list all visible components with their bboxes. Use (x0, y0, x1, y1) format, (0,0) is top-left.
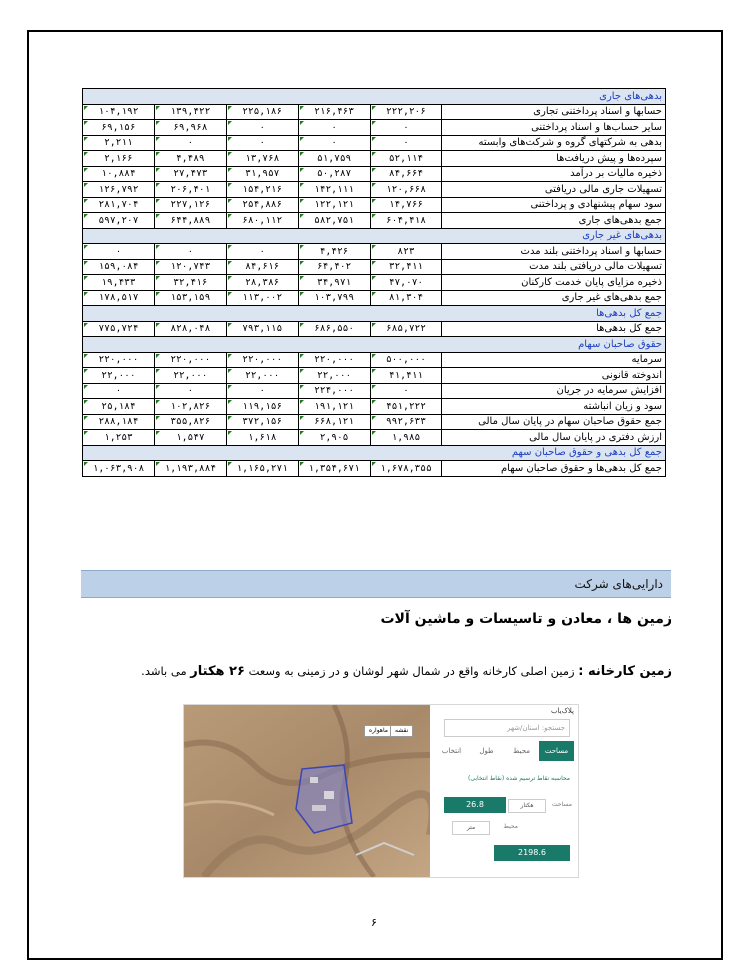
table-row (83, 290, 666, 306)
section-header-row (83, 228, 666, 244)
cell-value: ۱۴,۷۶۶ (370, 197, 442, 213)
cell-value: ۱۲۰,۷۴۳ (154, 259, 226, 275)
cell-value: ۵۰,۲۸۷ (298, 166, 370, 182)
cell-value: ۵۸۲,۷۵۱ (298, 213, 370, 229)
table-row (83, 151, 666, 167)
cell-value: ۱,۶۷۸,۳۵۵ (370, 461, 442, 477)
section-title: جمع کل بدهی و حقوق صاحبان سهم (83, 445, 666, 461)
table-row (83, 352, 666, 368)
cell-value: ۶۸۵,۷۲۲ (370, 321, 442, 337)
area-label: مساحت (552, 801, 572, 808)
table-row (83, 182, 666, 198)
section-header-row (83, 306, 666, 322)
cell-value: ۵۱,۷۵۹ (298, 151, 370, 167)
cell-value: ۴۵۱,۲۲۲ (370, 399, 442, 415)
cell-value: ۱۳۹,۴۲۲ (154, 104, 226, 120)
cell-value: ۶۶۸,۱۲۱ (298, 414, 370, 430)
cell-value: ۰ (154, 135, 226, 151)
cell-value: ۱۰۴,۱۹۲ (83, 104, 155, 120)
cell-value: ۸۱,۳۰۴ (370, 290, 442, 306)
cell-value: ۲,۱۶۶ (83, 151, 155, 167)
map-type-button-satellite[interactable]: ماهواره (364, 725, 393, 737)
cell-value: ۴,۴۸۹ (154, 151, 226, 167)
row-label: جمع بدهی‌های غیر جاری (442, 290, 666, 306)
cell-value: ۴۷,۰۷۰ (370, 275, 442, 291)
cell-value: ۲,۹۰۵ (298, 430, 370, 446)
cell-value: ۸۲۸,۰۴۸ (154, 321, 226, 337)
cell-value: ۱,۶۱۸ (226, 430, 298, 446)
cell-value: ۶۴۴,۸۸۹ (154, 213, 226, 229)
table-row (83, 166, 666, 182)
factory-area: ۲۶ هکتار (190, 664, 245, 679)
row-label: افزایش سرمایه در جریان (442, 383, 666, 399)
cell-value: ۱,۵۴۷ (154, 430, 226, 446)
cell-value: ۱۴۲,۱۱۱ (298, 182, 370, 198)
cell-value: ۳۲,۴۱۱ (370, 259, 442, 275)
row-label: ارزش دفتری در پایان سال مالی (442, 430, 666, 446)
cell-value: ۰ (83, 244, 155, 260)
table-row (83, 197, 666, 213)
cell-value: ۳۷۲,۱۵۶ (226, 414, 298, 430)
cell-value: ۲۲۷,۱۲۶ (154, 197, 226, 213)
tab-select[interactable]: انتخاب (441, 747, 462, 755)
cell-value: ۱۰,۸۸۴ (83, 166, 155, 182)
map-search-input[interactable]: جستجو: استان/شهر (444, 719, 570, 737)
measure-tabs (434, 741, 574, 761)
tab-perimeter[interactable]: محیط (512, 747, 531, 755)
cell-value: ۱۲۲,۱۲۱ (298, 197, 370, 213)
cell-value: ۰ (370, 135, 442, 151)
cell-value: ۰ (370, 383, 442, 399)
factory-tail: می باشد. (141, 664, 191, 678)
table-row (83, 430, 666, 446)
cell-value: ۵۹۷,۲۰۷ (83, 213, 155, 229)
cell-value: ۲۸۱,۷۰۴ (83, 197, 155, 213)
row-label: حسابها و اسناد پرداختنی تجاری (442, 104, 666, 120)
cell-value: ۶۸۰,۱۱۲ (226, 213, 298, 229)
cell-value: ۱۵۴,۲۱۶ (226, 182, 298, 198)
cell-value: ۰ (154, 244, 226, 260)
table-row (83, 275, 666, 291)
map-screenshot (183, 704, 579, 878)
cell-value: ۱۹,۴۳۳ (83, 275, 155, 291)
cell-value: ۱۵۳,۱۵۹ (154, 290, 226, 306)
row-label: سایر حساب‌ها و اسناد پرداختنی (442, 120, 666, 136)
perimeter-unit-select[interactable]: متر (452, 821, 490, 835)
row-label: اندوخته قانونی (442, 368, 666, 384)
cell-value: ۱۳,۷۶۸ (226, 151, 298, 167)
cell-value: ۱۰۳,۷۹۹ (298, 290, 370, 306)
cell-value: ۰ (226, 383, 298, 399)
table-row (83, 259, 666, 275)
cell-value: ۶۰۴,۴۱۸ (370, 213, 442, 229)
cell-value: ۱۷۸,۵۱۷ (83, 290, 155, 306)
cell-value: ۲۲,۰۰۰ (226, 368, 298, 384)
row-label: سود سهام پیشنهادی و پرداختنی (442, 197, 666, 213)
cell-value: ۶۸۶,۵۵۰ (298, 321, 370, 337)
map-type-button-map[interactable]: نقشه (390, 725, 413, 737)
section-header-assets: دارایی‌های شرکت (81, 570, 671, 598)
cell-value: ۳۱,۹۵۷ (226, 166, 298, 182)
cell-value: ۲۲,۰۰۰ (154, 368, 226, 384)
cell-value: ۲۲۰,۰۰۰ (154, 352, 226, 368)
section-title: حقوق صاحبان سهام (83, 337, 666, 353)
table-row (83, 368, 666, 384)
cell-value: ۲۲۰,۰۰۰ (226, 352, 298, 368)
land-heading: زمین ها ، معادن و تاسیسات و ماشین آلات (380, 611, 672, 627)
cell-value: ۷۷۵,۷۲۴ (83, 321, 155, 337)
cell-value: ۴,۴۲۶ (298, 244, 370, 260)
cell-value: ۰ (83, 383, 155, 399)
cell-value: ۲۲۰,۰۰۰ (83, 352, 155, 368)
row-label: بدهی به شرکتهای گروه و شرکت‌های وابسته (442, 135, 666, 151)
table-row (83, 135, 666, 151)
cell-value: ۱,۹۸۵ (370, 430, 442, 446)
table-row (83, 104, 666, 120)
section-header-row (83, 337, 666, 353)
cell-value: ۶۹,۱۵۶ (83, 120, 155, 136)
cell-value: ۰ (226, 135, 298, 151)
balance-sheet-table (82, 88, 666, 477)
cell-value: ۵۲,۱۱۴ (370, 151, 442, 167)
row-label: جمع کل بدهی‌ها و حقوق صاحبان سهام (442, 461, 666, 477)
cell-value: ۱۱۳,۰۰۲ (226, 290, 298, 306)
panel-title: پلاک‌یاب (550, 707, 574, 715)
row-label: سپرده‌ها و پیش دریافت‌ها (442, 151, 666, 167)
cell-value: ۲۲۲,۲۰۶ (370, 104, 442, 120)
cell-value: ۰ (226, 244, 298, 260)
row-label: سرمایه (442, 352, 666, 368)
cell-value: ۶۹,۹۶۸ (154, 120, 226, 136)
cell-value: ۲۲,۰۰۰ (298, 368, 370, 384)
tab-length[interactable]: طول (479, 747, 494, 755)
cell-value: ۹۹۲,۶۳۳ (370, 414, 442, 430)
table-row (83, 399, 666, 415)
cell-value: ۳۲,۴۱۶ (154, 275, 226, 291)
row-label: سود و زیان انباشته (442, 399, 666, 415)
cell-value: ۱,۱۹۳,۸۸۴ (154, 461, 226, 477)
cell-value: ۱,۰۶۳,۹۰۸ (83, 461, 155, 477)
cell-value: ۰ (298, 120, 370, 136)
cell-value: ۱,۱۶۵,۲۷۱ (226, 461, 298, 477)
cell-value: ۲۲۵,۱۸۶ (226, 104, 298, 120)
cell-value: ۲۲۰,۰۰۰ (298, 352, 370, 368)
map-side-panel (430, 705, 578, 877)
cell-value: ۱۰۲,۸۲۶ (154, 399, 226, 415)
cell-value: ۱۲۰,۶۶۸ (370, 182, 442, 198)
section-header-row (83, 445, 666, 461)
row-label: جمع بدهی‌های جاری (442, 213, 666, 229)
cell-value: ۲۵۴,۸۸۶ (226, 197, 298, 213)
row-label: تسهیلات جاری مالی دریافتی (442, 182, 666, 198)
row-label: ذخیره مزایای پایان خدمت کارکنان (442, 275, 666, 291)
cell-value: ۳۵۵,۸۲۶ (154, 414, 226, 430)
table-row (83, 244, 666, 260)
cell-value: ۲۸۸,۱۸۴ (83, 414, 155, 430)
cell-value: ۲۰۶,۴۰۱ (154, 182, 226, 198)
cell-value: ۶۴,۴۰۲ (298, 259, 370, 275)
cell-value: ۸۴,۶۶۴ (370, 166, 442, 182)
cell-value: ۳۴,۹۷۱ (298, 275, 370, 291)
cell-value: ۱۹۱,۱۲۱ (298, 399, 370, 415)
row-label: حسابها و اسناد پرداختنی بلند مدت (442, 244, 666, 260)
section-title: بدهی‌های جاری (83, 89, 666, 105)
row-label: تسهیلات مالی دریافتی بلند مدت (442, 259, 666, 275)
cell-value: ۲,۲۱۱ (83, 135, 155, 151)
section-title: بدهی‌های غیر جاری (83, 228, 666, 244)
cell-value: ۲۸,۳۸۶ (226, 275, 298, 291)
cell-value: ۲۵,۱۸۴ (83, 399, 155, 415)
perimeter-label: محیط (503, 823, 518, 830)
cell-value: ۱,۳۵۴,۶۷۱ (298, 461, 370, 477)
cell-value: ۰ (154, 383, 226, 399)
table-row (83, 321, 666, 337)
row-label: جمع کل بدهی‌ها (442, 321, 666, 337)
row-label: ذخیره مالیات بر درآمد (442, 166, 666, 182)
table-row (83, 461, 666, 477)
cell-value: ۴۱,۴۱۱ (370, 368, 442, 384)
row-label: جمع حقوق صاحبان سهام در پایان سال مالی (442, 414, 666, 430)
table-row (83, 383, 666, 399)
perimeter-value-box: 2198.6 (494, 845, 570, 861)
table-row (83, 414, 666, 430)
table-row (83, 120, 666, 136)
area-value-box: 26.8 (444, 797, 506, 813)
cell-value: ۲۱۶,۴۶۳ (298, 104, 370, 120)
factory-text: زمین اصلی کارخانه واقع در شمال شهر لوشان و در زمینی به وسعت (244, 664, 579, 678)
cell-value: ۱۲۶,۷۹۲ (83, 182, 155, 198)
factory-paragraph (141, 664, 672, 679)
cell-value: ۰ (298, 135, 370, 151)
factory-label: زمین کارخانه : (578, 664, 672, 679)
table-row (83, 213, 666, 229)
cell-value: ۰ (370, 120, 442, 136)
cell-value: ۸۴,۶۱۶ (226, 259, 298, 275)
cell-value: ۰ (226, 120, 298, 136)
cell-value: ۱۵۹,۰۸۴ (83, 259, 155, 275)
cell-value: ۷۹۳,۱۱۵ (226, 321, 298, 337)
cell-value: ۲۷,۴۷۳ (154, 166, 226, 182)
measure-note: محاسبه نقاط ترسیم شده (نقاط انتخابی) (467, 775, 570, 782)
area-unit-select[interactable]: هکتار (508, 799, 546, 813)
section-title: جمع کل بدهی‌ها (83, 306, 666, 322)
cell-value: ۲۲۴,۰۰۰ (298, 383, 370, 399)
cell-value: ۲۲,۰۰۰ (83, 368, 155, 384)
cell-value: ۸۲۳ (370, 244, 442, 260)
cell-value: ۵۰۰,۰۰۰ (370, 352, 442, 368)
section-header-row (83, 89, 666, 105)
cell-value: ۱۱۹,۱۵۶ (226, 399, 298, 415)
tab-area[interactable]: مساحت (539, 741, 574, 761)
page-number: ۶ (371, 916, 377, 929)
cell-value: ۱,۲۵۳ (83, 430, 155, 446)
